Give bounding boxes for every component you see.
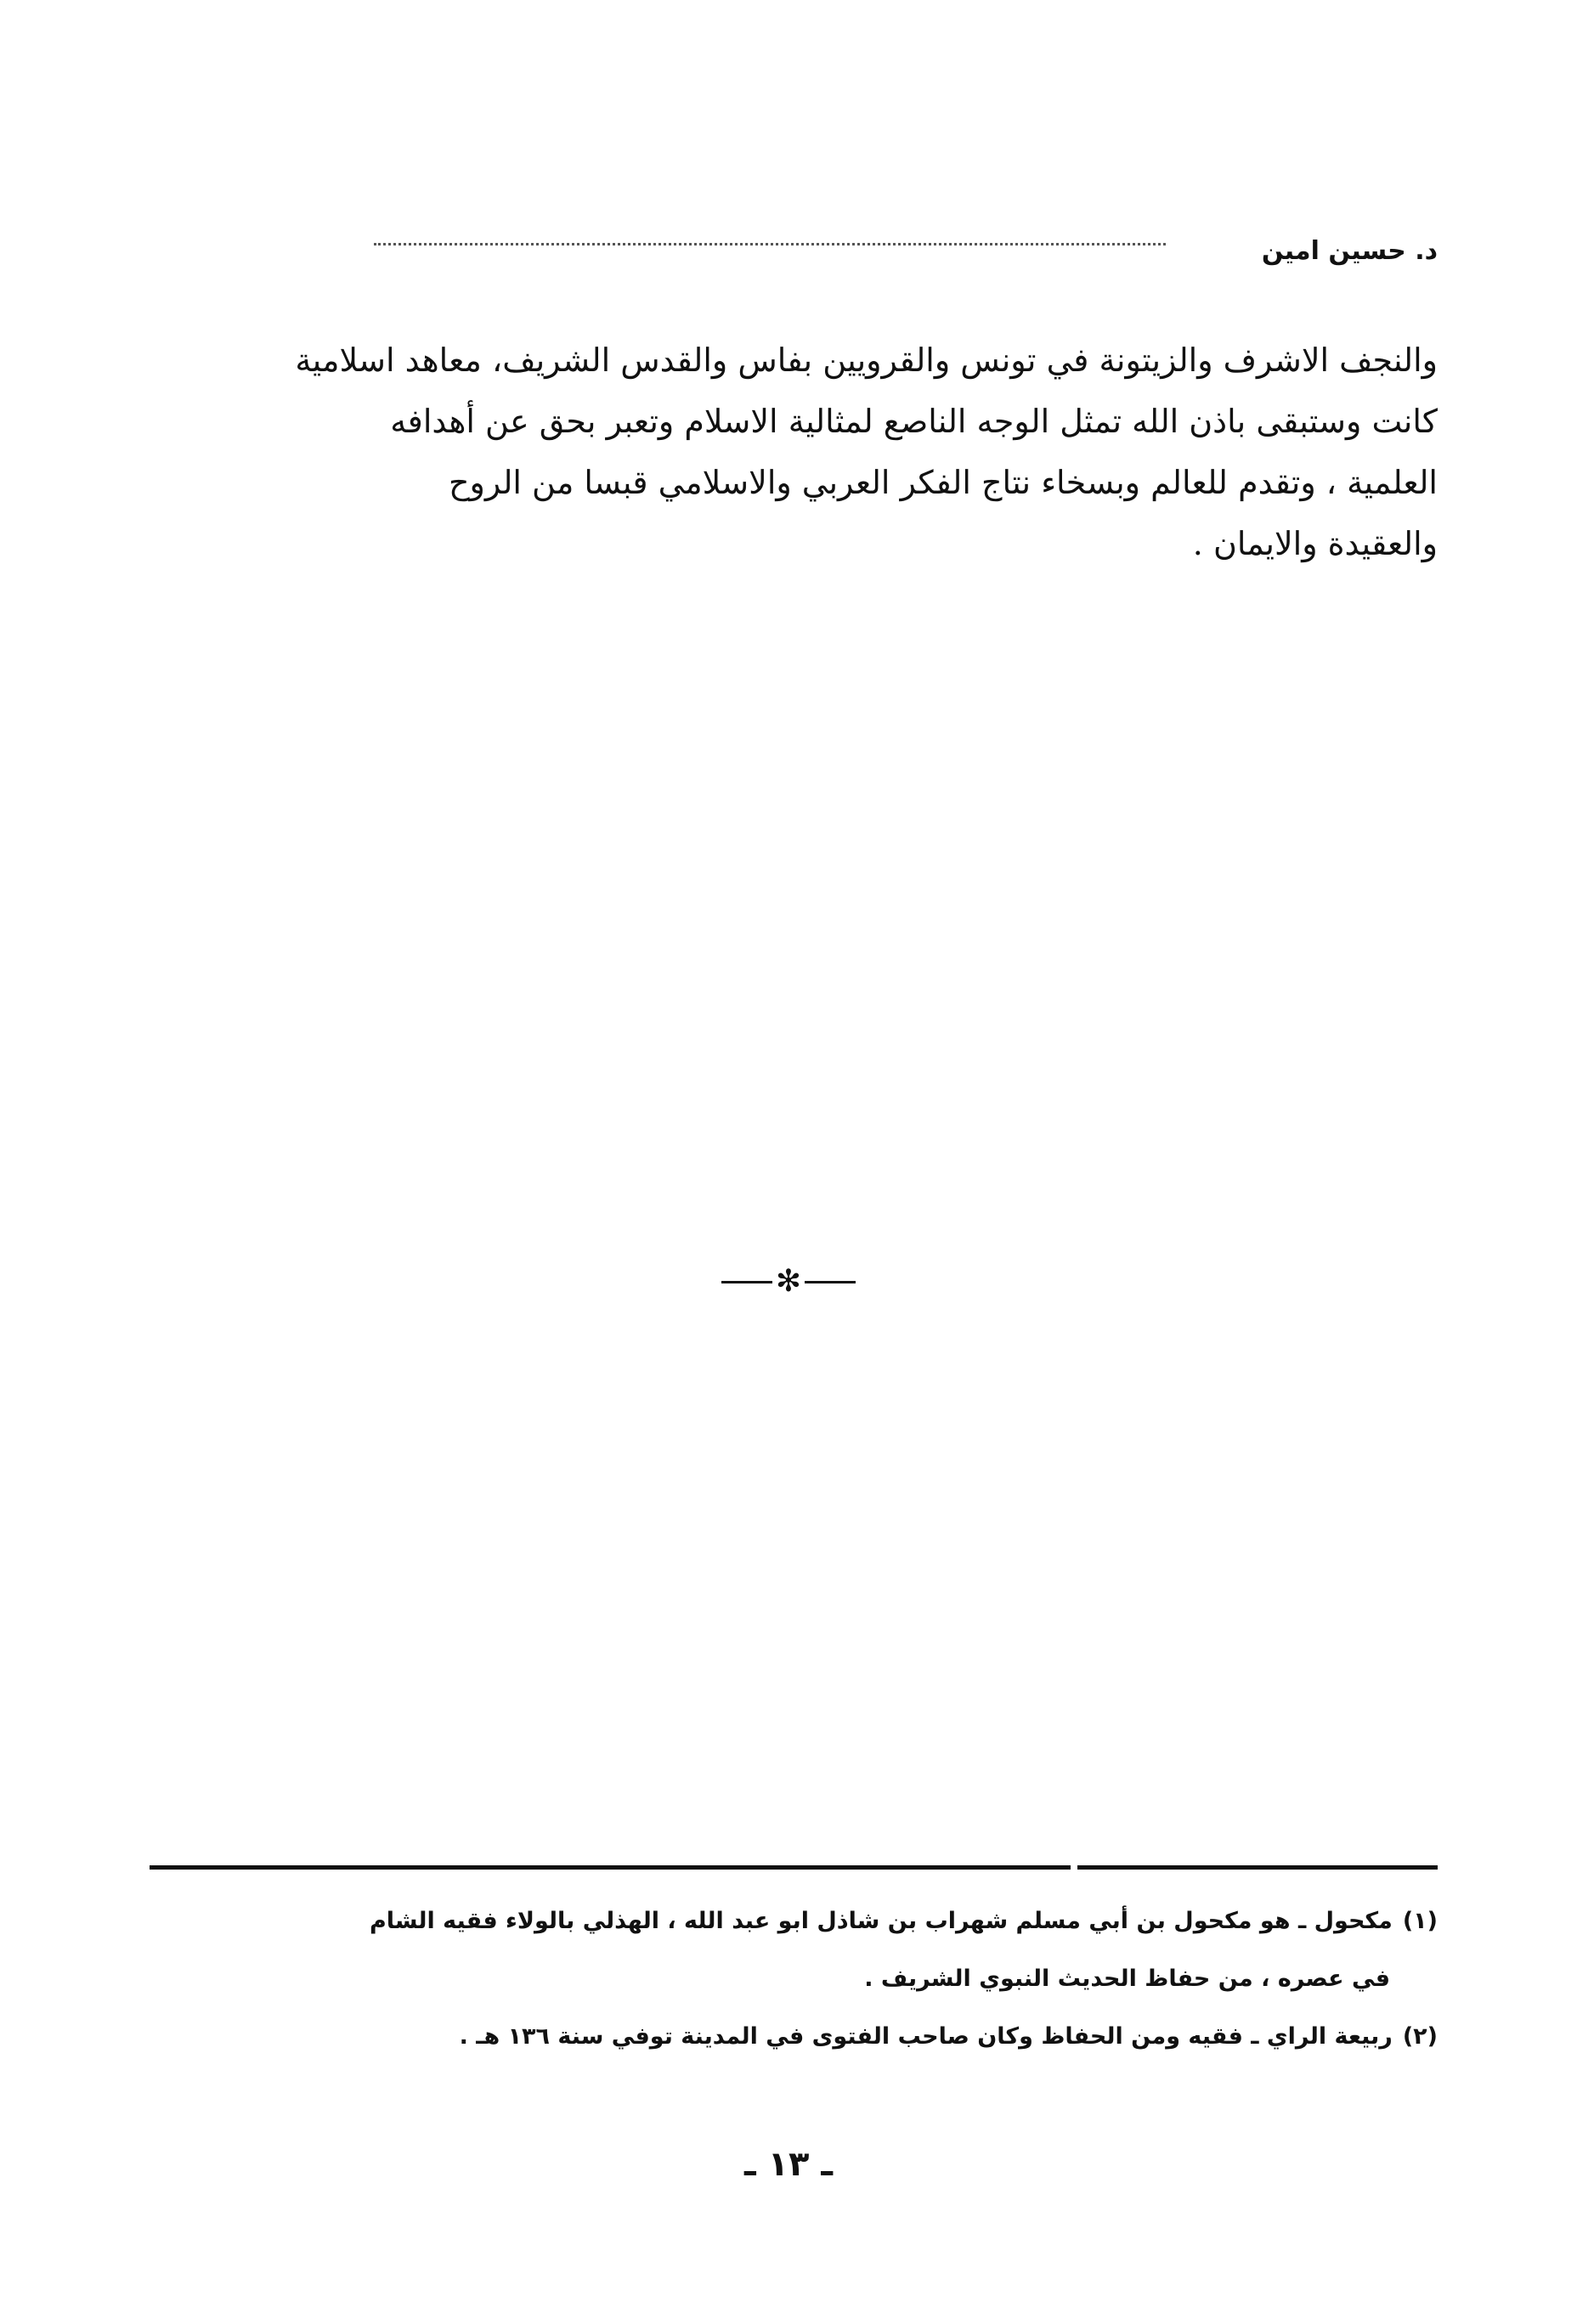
footnote-number: (٢): [1402, 2023, 1438, 2050]
footnote-rule-gap: [1071, 1864, 1077, 1871]
ornament-line-right: [805, 1281, 856, 1283]
footnote-text: ربيعة الراي ـ فقيه ومن الحفاظ وكان صاحب الفتوى في المدينة توفي سنة ١٣٦ هـ .: [459, 2023, 1393, 2050]
header-dotted-rule: [374, 243, 1166, 245]
body-line: والعقيدة والايمان .: [1192, 525, 1438, 562]
section-divider-ornament: [0, 1261, 1577, 1302]
body-line: العلمية ، وتقدم للعالم وبسخاء نتاج الفكر العربي والاسلامي قبسا من الروح: [449, 464, 1438, 501]
body-paragraph: [150, 330, 1438, 574]
footnote-text: مكحول ـ هو مكحول بن أبي مسلم شهراب بن شاذل ابو عبد الله ، الهذلي بالولاء فقيه الشام: [369, 1908, 1393, 1934]
footnote-continuation: في عصره ، من حفاظ الحديث النبوي الشريف .: [864, 1966, 1390, 1992]
body-line: كانت وستبقى باذن الله تمثل الوجه الناصع لمثالية الاسلام وتعبر بحق عن أهدافه: [390, 403, 1438, 440]
footnote-1: [150, 1892, 1438, 2008]
footnotes: [150, 1892, 1438, 2066]
page-number: ـ ١٣ ـ: [743, 2145, 834, 2184]
author-name: د. حسين امين: [1261, 236, 1438, 266]
ornament-line-left: [721, 1281, 772, 1283]
footnote-separator-rule: [150, 1865, 1438, 1870]
body-line: والنجف الاشرف والزيتونة في تونس والقرويين بفاس والقدس الشريف، معاهد اسلامية: [295, 341, 1438, 379]
footnote-2: [150, 2008, 1438, 2066]
footnote-number: (١): [1402, 1908, 1438, 1934]
running-header: [374, 228, 1438, 279]
asterisk-ornament-icon: ✻: [775, 1264, 802, 1299]
